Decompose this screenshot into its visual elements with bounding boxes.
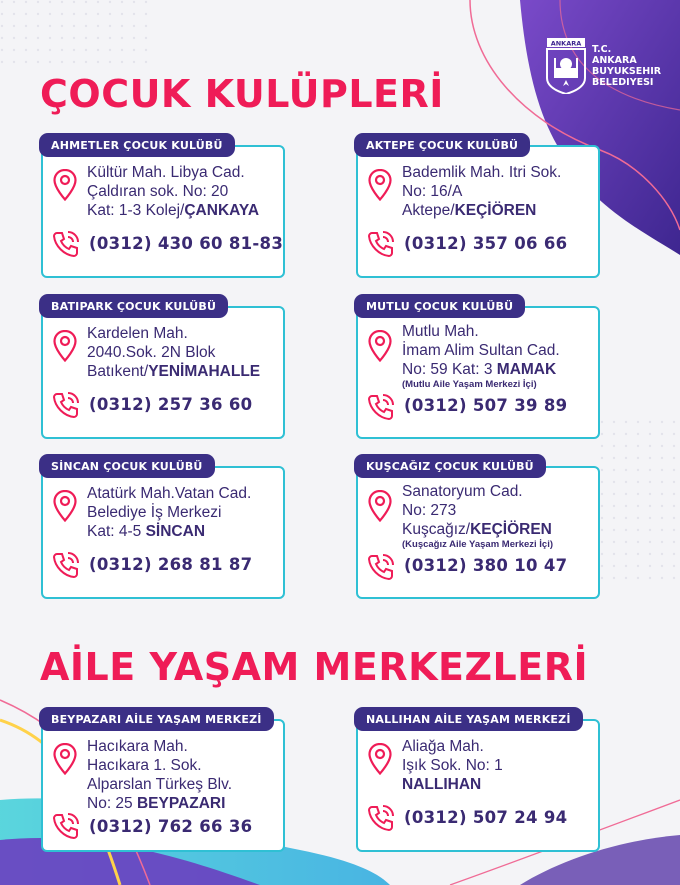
club-phone[interactable]: (0312) 357 06 66 (404, 234, 568, 253)
club-card-batipark (41, 300, 285, 439)
club-phone[interactable]: (0312) 257 36 60 (89, 395, 253, 414)
club-phone[interactable]: (0312) 268 81 87 (89, 555, 253, 574)
club-card-kuscagiz (356, 460, 600, 599)
center-card-nallihan (356, 713, 600, 852)
location-pin-icon (368, 169, 392, 201)
location-pin-icon (368, 330, 392, 362)
municipality-logo (546, 38, 661, 94)
center-phone[interactable]: (0312) 762 66 36 (89, 817, 253, 836)
phone-icon (51, 229, 81, 259)
club-name: AKTEPE ÇOCUK KULÜBÜ (354, 133, 530, 157)
club-card-sincan (41, 460, 285, 599)
center-card-beypazari (41, 713, 285, 852)
club-card-ahmetler (41, 139, 285, 278)
club-phone[interactable]: (0312) 380 10 47 (404, 556, 568, 575)
municipality-name: T.C. ANKARA BUYUKSEHIR BELEDIYESI (592, 44, 662, 88)
club-name: BATIPARK ÇOCUK KULÜBÜ (39, 294, 228, 318)
center-address: Hacıkara Mah. Hacıkara 1. Sok. Alparslan Türkeş Blv. No: 25 BEYPAZARI (87, 738, 233, 812)
club-name: KUŞCAĞIZ ÇOCUK KULÜBÜ (354, 454, 546, 478)
club-name: MUTLU ÇOCUK KULÜBÜ (354, 294, 525, 318)
club-name: AHMETLER ÇOCUK KULÜBÜ (39, 133, 235, 157)
section-title-cocuk: ÇOCUK KULÜPLERİ (40, 72, 444, 116)
club-phone[interactable]: (0312) 507 39 89 (404, 396, 568, 415)
location-pin-icon (368, 743, 392, 775)
club-address: Sanatoryum Cad. No: 273 Kuşcağız/KEÇİÖREN (Kuşcağız Aile Yaşam Merkezi İçi) (402, 482, 594, 550)
club-name: SİNCAN ÇOCUK KULÜBÜ (39, 454, 215, 478)
center-address: Aliağa Mah. Işık Sok. No: 1 NALLIHAN (402, 738, 503, 793)
club-address: Kültür Mah. Libya Cad. Çaldıran sok. No: 20 Kat: 1-3 Kolej/ÇANKAYA (87, 164, 260, 219)
location-pin-icon (53, 330, 77, 362)
club-address: Atatürk Mah.Vatan Cad. Belediye İş Merkezi Kat: 4-5 SİNCAN (87, 485, 252, 540)
phone-icon (366, 229, 396, 259)
center-phone[interactable]: (0312) 507 24 94 (404, 808, 568, 827)
club-address: Bademlik Mah. Itri Sok. No: 16/A Aktepe/KEÇİÖREN (402, 164, 562, 219)
phone-icon (51, 390, 81, 420)
club-card-aktepe (356, 139, 600, 278)
section-title-aile: AİLE YAŞAM MERKEZLERİ (40, 645, 589, 689)
club-address: Mutlu Mah. İmam Alim Sultan Cad. No: 59 Kat: 3 MAMAK (Mutlu Aile Yaşam Merkezi İçi) (402, 322, 594, 390)
location-pin-icon (368, 490, 392, 522)
phone-icon (366, 803, 396, 833)
club-note: (Mutlu Aile Yaşam Merkezi İçi) (402, 379, 537, 390)
center-name: BEYPAZARI AİLE YAŞAM MERKEZİ (39, 707, 274, 731)
location-pin-icon (53, 743, 77, 775)
location-pin-icon (53, 169, 77, 201)
phone-icon (366, 392, 396, 422)
club-phone[interactable]: (0312) 430 60 81-83 (89, 234, 284, 253)
club-address: Kardelen Mah. 2040.Sok. 2N Blok Batıkent/YENİMAHALLE (87, 325, 261, 380)
phone-icon (366, 552, 396, 582)
phone-icon (51, 811, 81, 841)
ankara-emblem-icon (546, 38, 586, 94)
phone-icon (51, 550, 81, 580)
logo-badge-text: ANKARA (550, 39, 582, 48)
center-name: NALLIHAN AİLE YAŞAM MERKEZİ (354, 707, 583, 731)
club-card-mutlu (356, 300, 600, 439)
club-note: (Kuşcağız Aile Yaşam Merkezi İçi) (402, 539, 554, 550)
location-pin-icon (53, 490, 77, 522)
